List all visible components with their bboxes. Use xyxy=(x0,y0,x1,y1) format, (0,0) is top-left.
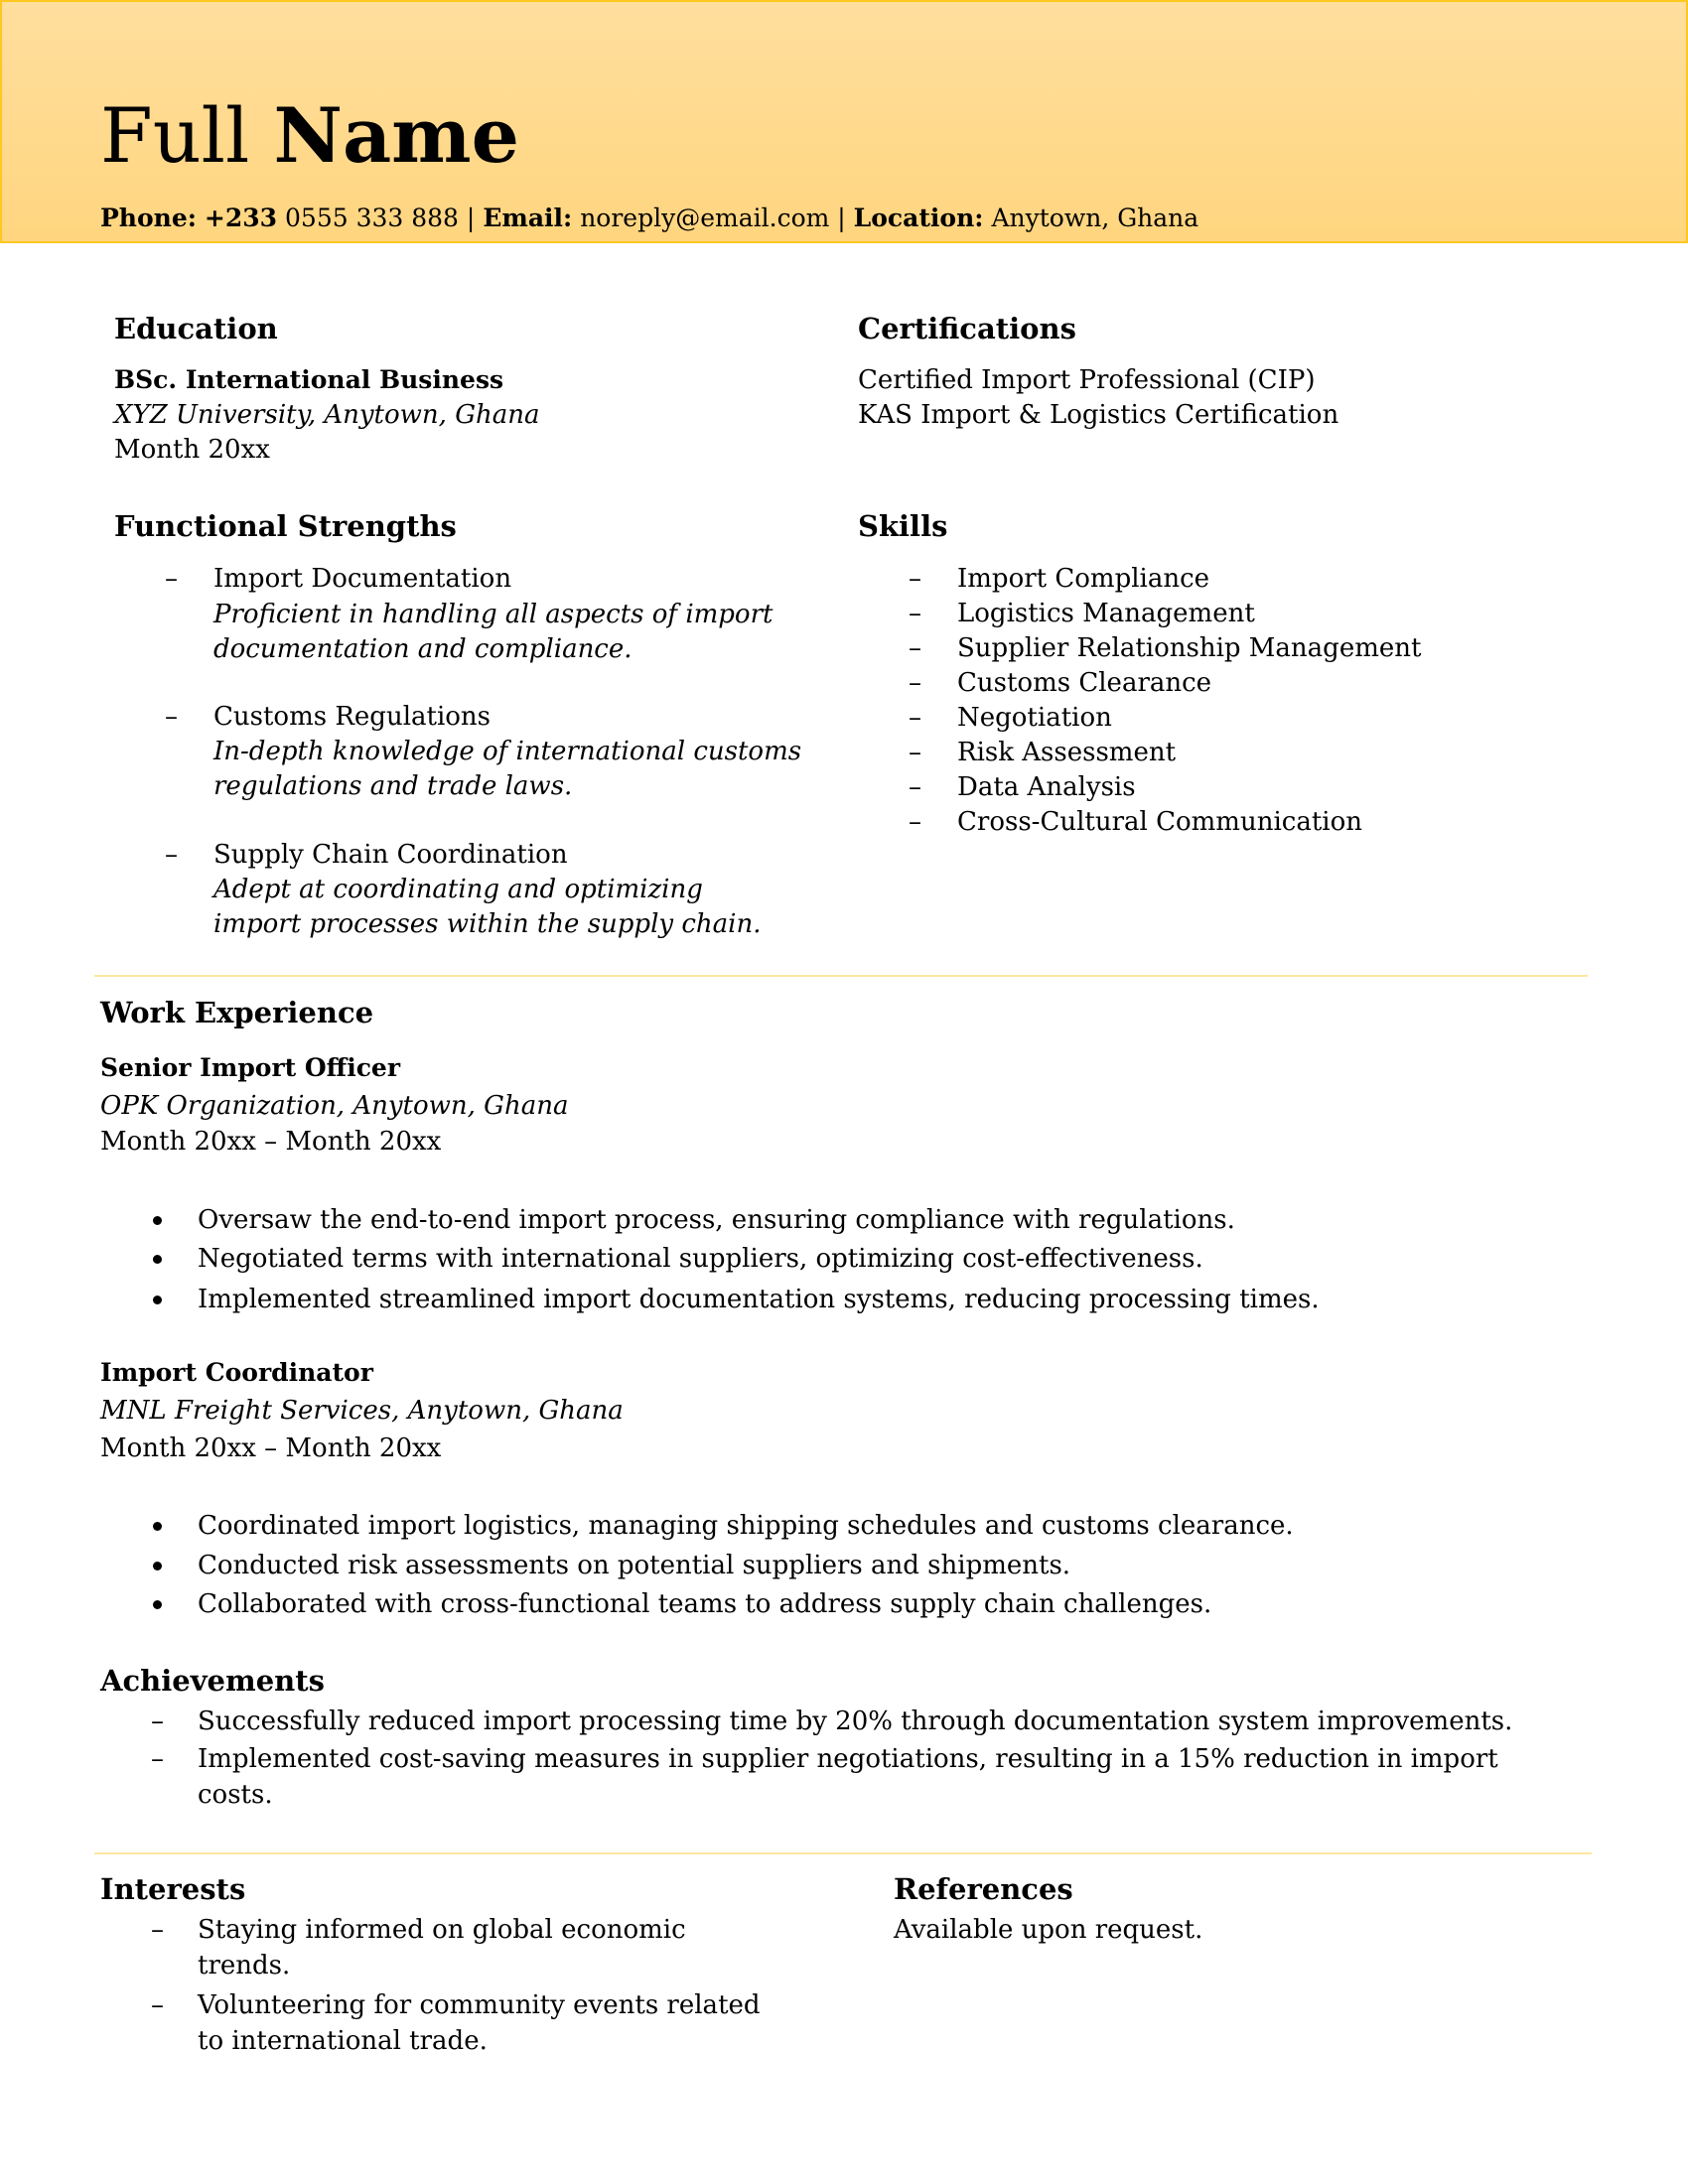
functional-strengths-heading: Functional Strengths xyxy=(114,509,457,543)
interest-item: Volunteering for community events related xyxy=(198,1990,761,2020)
section-divider xyxy=(94,975,1588,977)
strength-title: Customs Regulations xyxy=(213,702,492,732)
dash-bullet-icon: – xyxy=(151,1990,164,2020)
job-bullet: Oversaw the end-to-end import process, ensuring compliance with regulations. xyxy=(198,1205,1235,1235)
interest-item-cont: trends. xyxy=(198,1951,291,1980)
dash-bullet-icon: – xyxy=(165,564,178,594)
job-bullet: Implemented streamlined import documentation systems, reducing processing times. xyxy=(198,1285,1320,1314)
dash-bullet-icon: – xyxy=(909,772,921,802)
location-label: Location: xyxy=(853,204,984,232)
job-bullet: Negotiated terms with international suppliers, optimizing cost-effectiveness. xyxy=(198,1244,1203,1274)
skill-item: Customs Clearance xyxy=(957,668,1212,698)
skill-item: Import Compliance xyxy=(957,564,1210,594)
separator: | xyxy=(466,204,476,232)
work-experience-heading: Work Experience xyxy=(100,996,374,1029)
skill-item: Negotiation xyxy=(957,703,1112,733)
education-date: Month 20xx xyxy=(114,435,270,465)
dash-bullet-icon: – xyxy=(909,703,921,733)
education-school: XYZ University, Anytown, Ghana xyxy=(114,400,540,430)
dash-bullet-icon: – xyxy=(909,599,921,628)
separator: | xyxy=(837,204,846,232)
dash-bullet-icon: – xyxy=(151,1706,164,1736)
bullet-icon xyxy=(153,1522,162,1531)
name-last: Name xyxy=(273,91,519,180)
email-label: Email: xyxy=(483,204,573,232)
job-dates: Month 20xx – Month 20xx xyxy=(100,1433,442,1463)
bullet-icon xyxy=(153,1600,162,1609)
section-divider xyxy=(94,1852,1592,1854)
skill-item: Data Analysis xyxy=(957,772,1136,802)
job-dates: Month 20xx – Month 20xx xyxy=(100,1127,442,1157)
strength-desc: Adept at coordinating and optimizing xyxy=(213,875,703,904)
bullet-icon xyxy=(153,1296,162,1304)
strength-desc: import processes within the supply chain. xyxy=(213,909,762,939)
strength-title: Import Documentation xyxy=(213,564,512,594)
skills-heading: Skills xyxy=(858,509,948,543)
achievement-item: Implemented cost-saving measures in supplier negotiations, resulting in a 15% reduction in import xyxy=(198,1744,1498,1774)
dash-bullet-icon: – xyxy=(909,633,921,663)
references-text: Available upon request. xyxy=(894,1915,1203,1945)
strength-desc: Proficient in handling all aspects of import xyxy=(213,600,774,629)
dash-bullet-icon: – xyxy=(909,807,921,837)
interests-heading: Interests xyxy=(100,1872,246,1906)
phone-label: Phone: xyxy=(100,204,197,232)
bullet-icon xyxy=(153,1255,162,1264)
job-bullet: Conducted risk assessments on potential suppliers and shipments. xyxy=(198,1551,1071,1580)
phone-number: 0555 333 888 xyxy=(285,204,459,232)
achievement-item-cont: costs. xyxy=(198,1780,273,1810)
dash-bullet-icon: – xyxy=(909,564,921,594)
location-value: Anytown, Ghana xyxy=(991,204,1199,232)
certification-item: KAS Import & Logistics Certification xyxy=(858,400,1339,430)
job-bullet: Coordinated import logistics, managing shipping schedules and customs clearance. xyxy=(198,1511,1294,1541)
job-title: Senior Import Officer xyxy=(100,1053,401,1082)
strength-title: Supply Chain Coordination xyxy=(213,840,568,870)
strength-desc: In-depth knowledge of international customs xyxy=(213,737,802,766)
name-first: Full xyxy=(100,91,250,180)
bullet-icon xyxy=(153,1562,162,1570)
skill-item: Cross-Cultural Communication xyxy=(957,807,1362,837)
job-title: Import Coordinator xyxy=(100,1358,373,1387)
certifications-heading: Certifications xyxy=(858,312,1076,345)
email-value[interactable]: noreply@email.com xyxy=(580,204,830,232)
dash-bullet-icon: – xyxy=(151,1915,164,1945)
dash-bullet-icon: – xyxy=(909,738,921,767)
job-company: MNL Freight Services, Anytown, Ghana xyxy=(100,1396,624,1426)
education-heading: Education xyxy=(114,312,278,345)
strength-desc: documentation and compliance. xyxy=(213,634,633,664)
dash-bullet-icon: – xyxy=(165,702,178,732)
skill-item: Risk Assessment xyxy=(957,738,1177,767)
certification-item: Certified Import Professional (CIP) xyxy=(858,365,1316,395)
full-name xyxy=(100,91,519,181)
job-company: OPK Organization, Anytown, Ghana xyxy=(100,1091,569,1121)
education-degree: BSc. International Business xyxy=(114,365,504,394)
skill-item: Supplier Relationship Management xyxy=(957,633,1422,663)
interest-item: Staying informed on global economic xyxy=(198,1915,686,1945)
references-heading: References xyxy=(894,1872,1073,1906)
dash-bullet-icon: – xyxy=(165,840,178,870)
interest-item-cont: to international trade. xyxy=(198,2026,488,2056)
achievements-heading: Achievements xyxy=(100,1664,325,1698)
dash-bullet-icon: – xyxy=(909,668,921,698)
dash-bullet-icon: – xyxy=(151,1744,164,1774)
phone-code: +233 xyxy=(204,204,278,232)
contact-line xyxy=(100,202,1198,235)
job-bullet: Collaborated with cross-functional teams to address supply chain challenges. xyxy=(198,1589,1212,1619)
skill-item: Logistics Management xyxy=(957,599,1255,628)
bullet-icon xyxy=(153,1216,162,1225)
strength-desc: regulations and trade laws. xyxy=(213,771,573,801)
achievement-item: Successfully reduced import processing time by 20% through documentation system improvements. xyxy=(198,1706,1513,1736)
